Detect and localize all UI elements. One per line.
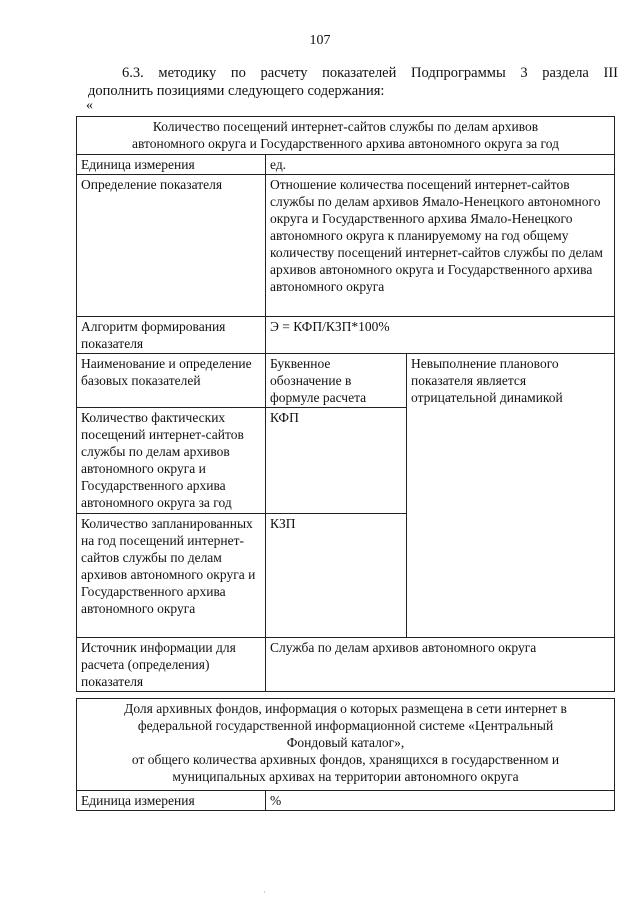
indicator-table-1 bbox=[76, 116, 615, 692]
definition-label: Определение показателя bbox=[77, 175, 266, 317]
opening-quote: « bbox=[86, 98, 93, 113]
table2-header-line-1: Доля архивных фондов, информация о которых размещена в сети интернет в bbox=[124, 701, 567, 716]
unit-label: Единица измерения bbox=[77, 155, 266, 175]
page-number: 107 bbox=[309, 33, 331, 48]
dynamics-note: Невыполнение планового показателя является отрицательной динамикой bbox=[407, 354, 615, 638]
table1-header bbox=[77, 117, 615, 155]
fact-visits-code: КФП bbox=[266, 408, 407, 514]
table2-header-line-4: от общего количества архивных фондов, хранящихся в государственном и bbox=[131, 752, 560, 767]
table2-header-line-3: Фондовый каталог», bbox=[286, 735, 405, 750]
letter-designation-label: Буквенное обозначение в формуле расчета bbox=[266, 354, 407, 408]
scan-artifact-dot: · bbox=[263, 888, 266, 897]
base-indicators-label: Наименование и определение базовых показателей bbox=[77, 354, 266, 408]
planned-visits-code: КЗП bbox=[266, 514, 407, 638]
table2-unit-value: % bbox=[266, 791, 615, 811]
planned-visits-label: Количество запланированных на год посещений интернет-сайтов службы по делам архивов автономного округа и Государственного архива автономного округа bbox=[77, 514, 266, 638]
table1-header-line-1: Количество посещений интернет-сайтов службы по делам архивов bbox=[152, 119, 539, 134]
intro-line-2: дополнить позициями следующего содержания: bbox=[88, 83, 385, 99]
definition-value: Отношение количества посещений интернет-сайтов службы по делам архивов Ямало-Ненецкого автономного округа и Государственного архива Ямало-Ненецкого автономного округа к планируемому на год общему количеству посещений интернет-сайтов службы по делам архивов автономного округа и Государственного архива автономного округа bbox=[266, 175, 615, 317]
fact-visits-label: Количество фактических посещений интернет-сайтов службы по делам архивов автономного округа и Государственного архива автономного округа за год bbox=[77, 408, 266, 514]
source-value: Служба по делам архивов автономного округа bbox=[266, 638, 615, 692]
source-label: Источник информации для расчета (определения) показателя bbox=[77, 638, 266, 692]
table2-header-line-2: федеральной государственной информационной системе «Центральный bbox=[137, 718, 554, 733]
table2-unit-label: Единица измерения bbox=[77, 791, 266, 811]
table2-header-line-5: муниципальных архивах на территории автономного округа bbox=[172, 769, 519, 784]
unit-value: ед. bbox=[266, 155, 615, 175]
intro-paragraph bbox=[88, 64, 618, 100]
table1-header-line-2: автономного округа и Государственного архива автономного округа за год bbox=[132, 136, 559, 151]
algorithm-label: Алгоритм формирования показателя bbox=[77, 317, 266, 354]
table2-header bbox=[77, 699, 615, 791]
intro-line-1: 6.3. методику по расчету показателей Подпрограммы 3 раздела III bbox=[122, 65, 618, 81]
algorithm-formula: Э = КФП/КЗП*100% bbox=[266, 317, 615, 354]
indicator-table-2 bbox=[76, 698, 615, 811]
